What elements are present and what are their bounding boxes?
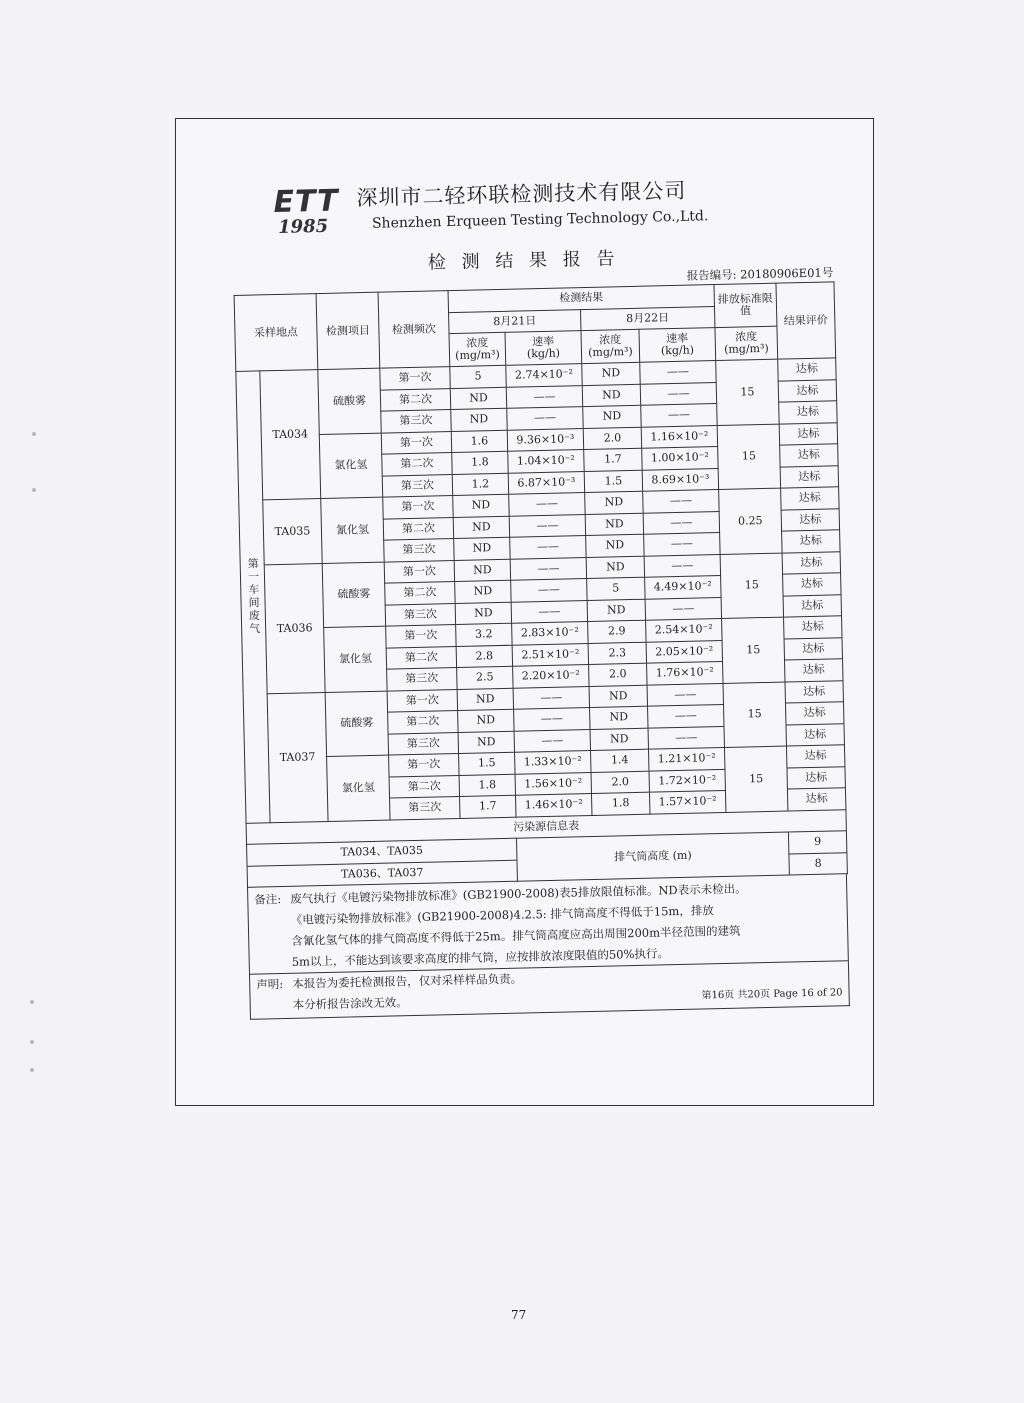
conc-day2-cell: 2.9 — [588, 620, 646, 643]
freq-cell: 第三次 — [385, 603, 455, 626]
conc-day2-cell: ND — [589, 685, 647, 708]
freq-cell: 第一次 — [383, 496, 453, 519]
item-cell: 氯化氢 — [327, 755, 390, 821]
conc-day2-cell: ND — [590, 706, 648, 729]
report-title: 检 测 结 果 报 告 — [427, 248, 620, 274]
header-date1: 8月21日 — [449, 309, 581, 333]
eval-cell: 达标 — [785, 680, 843, 703]
rate-unit: (kg/h) — [660, 343, 695, 358]
conc-day1-cell: 1.5 — [459, 752, 515, 775]
freq-cell: 第二次 — [388, 710, 458, 733]
header-rate-1 — [505, 331, 582, 366]
rate-day1-cell: —— — [510, 557, 586, 580]
conc-day2-cell: ND — [585, 491, 643, 514]
freq-cell: 第一次 — [386, 625, 456, 648]
conc-day2-cell: 2.0 — [583, 427, 641, 450]
freq-cell: 第二次 — [382, 453, 452, 476]
header-limit: 排放标准限值 — [714, 283, 777, 327]
rate-day2-cell: —— — [640, 382, 716, 405]
item-cell: 硫酸雾 — [322, 562, 385, 628]
freq-cell: 第二次 — [389, 775, 459, 798]
source-sites-1: TA034、TA035 — [247, 838, 517, 866]
conc-day1-cell: 1.7 — [460, 795, 516, 818]
stack-height-label: 排气筒高度 (m) — [516, 832, 789, 881]
source-sites-2: TA036、TA037 — [247, 860, 517, 888]
conc-day2-cell: 1.5 — [584, 470, 642, 493]
rate-day2-cell: —— — [643, 511, 719, 534]
report-frame — [175, 118, 874, 1106]
conc-day2-cell: ND — [583, 405, 641, 428]
freq-cell: 第三次 — [382, 474, 452, 497]
header-site: 采样地点 — [234, 294, 318, 372]
conc-unit: (mg/m³) — [723, 341, 769, 356]
rate-day2-cell: —— — [645, 597, 721, 620]
site-cell: TA035 — [263, 499, 322, 565]
source-info-title: 污染源信息表 — [246, 809, 846, 844]
eval-cell: 达标 — [780, 444, 838, 467]
results-body — [236, 358, 846, 823]
conc-day1-cell: 2.5 — [457, 666, 513, 689]
eval-cell: 达标 — [781, 508, 839, 531]
rate-day1-cell: 1.04×10⁻² — [508, 450, 584, 473]
company-logo — [273, 183, 344, 238]
rate-day2-cell: —— — [643, 490, 719, 513]
conc-day1-cell: ND — [453, 516, 509, 539]
rate-day2-cell: 2.54×10⁻² — [646, 618, 722, 641]
freq-cell: 第一次 — [389, 753, 459, 776]
eval-cell: 达标 — [786, 745, 844, 768]
rate-day2-cell: 1.21×10⁻² — [648, 747, 724, 770]
limit-cell: 15 — [716, 359, 779, 425]
company-name-en: Shenzhen Erqueen Testing Technology Co.,Ltd. — [371, 208, 709, 232]
eval-cell: 达标 — [787, 788, 845, 811]
rate-day1-cell: —— — [513, 686, 589, 709]
conc-day2-cell: ND — [582, 384, 640, 407]
conc-day2-cell: 5 — [587, 577, 645, 600]
eval-cell: 达标 — [778, 358, 836, 381]
header-limit-conc — [715, 326, 778, 360]
rate-day2-cell: —— — [641, 404, 717, 427]
conc-day2-cell: ND — [586, 556, 644, 579]
remark-line: 废气执行《电镀污染物排放标准》(GB21900-2008)表5排放限值标准。ND表示未检出。 — [290, 881, 747, 906]
area-label: 第一车间废气 — [236, 371, 270, 823]
item-cell: 硫酸雾 — [325, 691, 388, 757]
conc-day1-cell: ND — [458, 709, 514, 732]
conc-day1-cell: 3.2 — [456, 623, 512, 646]
rate-day1-cell: —— — [509, 493, 585, 516]
logo-year: 1985 — [277, 215, 329, 238]
remark-line: 5m以上，不能达到该要求高度的排气筒，应按排放浓度限值的50%执行。 — [291, 946, 670, 969]
freq-cell: 第二次 — [385, 582, 455, 605]
freq-cell: 第三次 — [384, 539, 454, 562]
conc-day1-cell: 1.8 — [459, 774, 515, 797]
conc-unit: (mg/m³) — [455, 347, 500, 362]
item-cell: 氰化氢 — [321, 497, 384, 563]
conc-day2-cell: 1.7 — [584, 448, 642, 471]
freq-cell: 第二次 — [386, 646, 456, 669]
conc-day1-cell: ND — [458, 731, 514, 754]
report-number: 报告编号: 20180906E01号 — [686, 265, 834, 283]
report-content — [231, 167, 843, 1012]
item-cell: 硫酸雾 — [318, 368, 381, 434]
conc-day1-cell: ND — [451, 408, 507, 431]
rate-day1-cell: 1.33×10⁻² — [515, 750, 591, 773]
conc-day1-cell: ND — [455, 580, 511, 603]
freq-cell: 第二次 — [383, 517, 453, 540]
conc-day1-cell: ND — [453, 494, 509, 517]
conc-day1-cell: 1.8 — [452, 451, 508, 474]
rate-day1-cell: —— — [510, 536, 586, 559]
conc-day1-cell: 1.6 — [451, 430, 507, 453]
rate-day2-cell: 1.72×10⁻² — [649, 769, 725, 792]
conc-day1-cell: ND — [454, 537, 510, 560]
conc-day1-cell: ND — [457, 688, 513, 711]
statement-line: 本报告为委托检测报告，仅对采样样品负责。 — [292, 971, 523, 991]
freq-cell: 第一次 — [384, 560, 454, 583]
header-conc-1 — [449, 332, 506, 366]
limit-cell: 15 — [717, 424, 780, 490]
page-number: 77 — [511, 1308, 527, 1322]
rate-day2-cell: 1.00×10⁻² — [642, 447, 718, 470]
rate-day1-cell: 2.20×10⁻² — [513, 665, 589, 688]
rate-day2-cell: —— — [648, 726, 724, 749]
limit-cell: 15 — [723, 682, 786, 748]
conc-day1-cell: ND — [450, 387, 506, 410]
eval-cell: 达标 — [785, 702, 843, 725]
rate-unit: (kg/h) — [526, 346, 561, 361]
conc-day2-cell: 2.0 — [589, 663, 647, 686]
eval-cell: 达标 — [778, 379, 836, 402]
rate-day1-cell: 2.83×10⁻² — [512, 622, 588, 645]
freq-cell: 第三次 — [388, 732, 458, 755]
conc-day1-cell: 1.2 — [452, 473, 508, 496]
site-cell: TA036 — [264, 563, 325, 693]
rate-day1-cell: —— — [514, 729, 590, 752]
rate-day1-cell: —— — [506, 385, 582, 408]
limit-cell: 15 — [720, 553, 783, 619]
freq-cell: 第三次 — [381, 410, 451, 433]
conc-label: 浓度 — [466, 336, 489, 350]
conc-day2-cell: ND — [586, 534, 644, 557]
eval-cell: 达标 — [783, 573, 841, 596]
rate-day2-cell: 8.69×10⁻³ — [642, 468, 718, 491]
header-freq: 检测频次 — [378, 291, 450, 369]
company-name-cn: 深圳市二轻环联检测技术有限公司 — [356, 178, 687, 211]
stack-height-1: 9 — [788, 831, 846, 854]
conc-day2-cell: 1.4 — [591, 749, 649, 772]
site-cell: TA037 — [267, 692, 328, 822]
notes-section — [247, 874, 850, 1020]
rate-label: 速率 — [532, 334, 555, 349]
item-cell: 氯化氢 — [324, 626, 387, 692]
item-cell: 氯化氢 — [319, 433, 382, 499]
freq-cell: 第二次 — [380, 388, 450, 411]
eval-cell: 达标 — [780, 465, 838, 488]
remark-label: 备注: — [254, 892, 282, 907]
eval-cell: 达标 — [786, 723, 844, 746]
eval-cell: 达标 — [783, 594, 841, 617]
logo-text: ETT — [273, 183, 339, 221]
conc-day1-cell: 2.8 — [456, 645, 512, 668]
freq-cell: 第三次 — [387, 668, 457, 691]
rate-day1-cell: 2.74×10⁻² — [506, 364, 582, 387]
eval-cell: 达标 — [785, 659, 843, 682]
rate-day1-cell: 6.87×10⁻³ — [508, 471, 584, 494]
rate-day2-cell: —— — [644, 554, 720, 577]
eval-cell: 达标 — [784, 637, 842, 660]
eval-cell: 达标 — [782, 530, 840, 553]
statement-line-2: 本分析报告涂改无效。 — [292, 995, 408, 1012]
rate-day2-cell: 4.49×10⁻² — [645, 575, 721, 598]
rate-day1-cell: —— — [511, 600, 587, 623]
rate-day2-cell: 2.05×10⁻² — [646, 640, 722, 663]
header-item: 检测项目 — [316, 292, 380, 369]
remark-lines — [290, 878, 748, 972]
rate-day2-cell: —— — [644, 533, 720, 556]
rate-day2-cell: 1.57×10⁻² — [649, 790, 725, 813]
limit-cell: 0.25 — [719, 488, 782, 554]
header-eval: 结果评价 — [776, 282, 836, 359]
rate-day1-cell: 1.56×10⁻² — [515, 772, 591, 795]
eval-cell: 达标 — [779, 401, 837, 424]
rate-label: 速率 — [666, 331, 689, 346]
remark-line: 《电镀污染物排放标准》(GB21900-2008)4.2.5: 排气筒高度不得低于15m，排放 — [290, 903, 715, 927]
conc-day2-cell: 2.3 — [588, 642, 646, 665]
results-table — [234, 281, 848, 887]
statement-label: 声明: — [256, 977, 284, 992]
conc-day2-cell: 1.8 — [591, 792, 649, 815]
conc-label: 浓度 — [599, 333, 622, 347]
rate-day2-cell: 1.76×10⁻² — [647, 661, 723, 684]
eval-cell: 达标 — [779, 422, 837, 445]
rate-day2-cell: —— — [640, 361, 716, 384]
conc-day1-cell: ND — [455, 602, 511, 625]
rate-day1-cell: —— — [507, 407, 583, 430]
header-date2: 8月22日 — [580, 306, 714, 331]
stack-height-2: 8 — [789, 852, 847, 875]
limit-cell: 15 — [724, 746, 787, 812]
header-conc-2 — [581, 329, 640, 363]
conc-day2-cell: ND — [587, 599, 645, 622]
conc-day1-cell: ND — [454, 559, 510, 582]
site-cell: TA034 — [260, 370, 321, 500]
conc-day2-cell: ND — [582, 362, 640, 385]
conc-day2-cell: 2.0 — [591, 771, 649, 794]
rate-day2-cell: —— — [647, 683, 723, 706]
rate-day1-cell: 2.51×10⁻² — [512, 643, 588, 666]
freq-cell: 第一次 — [381, 431, 451, 454]
page-info: 第16页 共20页 Page 16 of 20 — [701, 987, 843, 1002]
conc-day2-cell: ND — [590, 728, 648, 751]
conc-day2-cell: ND — [585, 513, 643, 536]
conc-label: 浓度 — [735, 330, 758, 344]
rate-day1-cell: —— — [511, 579, 587, 602]
rate-day1-cell: 1.46×10⁻² — [516, 793, 592, 816]
rate-day1-cell: 9.36×10⁻³ — [507, 428, 583, 451]
eval-cell: 达标 — [782, 551, 840, 574]
rate-day1-cell: —— — [514, 708, 590, 731]
freq-cell: 第一次 — [380, 367, 450, 390]
rate-day1-cell: —— — [509, 514, 585, 537]
eval-cell: 达标 — [787, 766, 845, 789]
limit-cell: 15 — [722, 617, 785, 683]
remark-line: 含氰化氢气体的排气筒高度不得低于25m。排气筒高度应高出周围200m半径范围的建筑 — [291, 923, 741, 948]
freq-cell: 第一次 — [387, 689, 457, 712]
header-rate-2 — [639, 328, 716, 363]
conc-unit: (mg/m³) — [588, 344, 633, 359]
rate-day2-cell: —— — [648, 704, 724, 727]
freq-cell: 第三次 — [390, 796, 460, 819]
conc-day1-cell: 5 — [450, 365, 506, 388]
rate-day2-cell: 1.16×10⁻² — [641, 425, 717, 448]
eval-cell: 达标 — [781, 487, 839, 510]
remark-block — [254, 876, 842, 973]
header-results: 检测结果 — [448, 285, 714, 313]
eval-cell: 达标 — [784, 616, 842, 639]
